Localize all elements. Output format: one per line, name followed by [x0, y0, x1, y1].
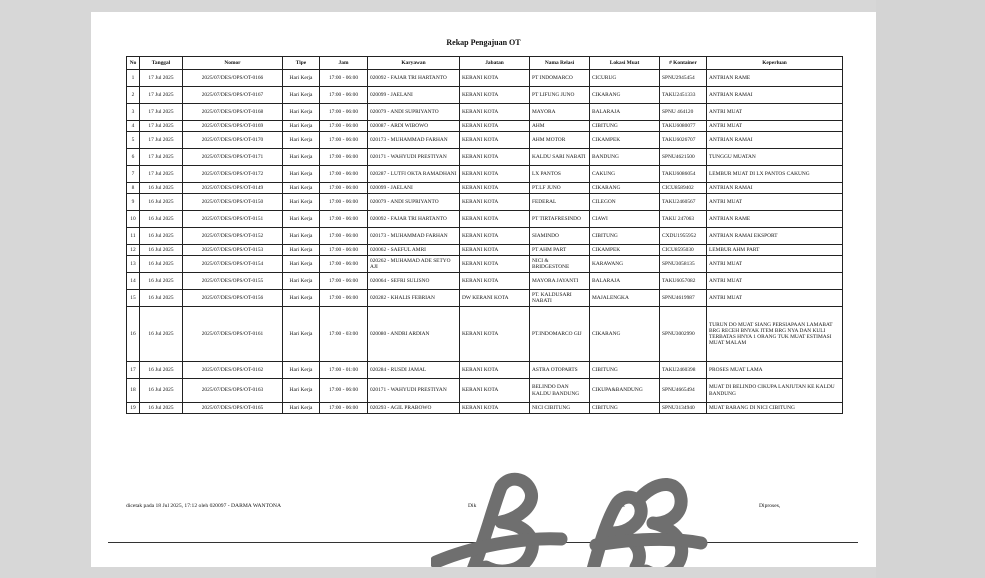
table-cell: ANTRI MUAT: [707, 256, 843, 273]
table-cell: CIKAMPEK: [590, 132, 660, 149]
table-cell: 16 Jul 2025: [140, 307, 183, 362]
table-cell: 17:00 - 06:00: [320, 183, 368, 194]
footer-label-disct: Disct: [613, 503, 625, 509]
table-cell: ANTRIAN RAMAI: [707, 132, 843, 149]
table-cell: CICU8589402: [660, 183, 707, 194]
table-cell: PT INDOMARCO: [530, 70, 590, 87]
table-row: [127, 256, 843, 273]
table-row: [127, 183, 843, 194]
table-cell: ANTRIAN RAME: [707, 211, 843, 228]
table-cell: 17:00 - 06:00: [320, 166, 368, 183]
table-cell: BELINDO DAN KALDU BANDUNG: [530, 379, 590, 403]
table-cell: KERANI KOTA: [460, 132, 530, 149]
footer-label-dik: Dik: [468, 503, 477, 509]
table-row: [127, 273, 843, 290]
table-cell: 2025/07/DES/OPS/OT-0161: [183, 307, 283, 362]
table-cell: 17:00 - 06:00: [320, 228, 368, 245]
table-cell: LEMBUR AHM PART: [707, 245, 843, 256]
table-cell: ANTRIAN RAMAI: [707, 183, 843, 194]
table-cell: Hari Kerja: [283, 121, 320, 132]
table-cell: TURUN DO MUAT SIANG PERSIAPAAN LAMABAT BRG RECEH BNYAK ITEM BRG NYA DAN KULI TERBATAS HNYA 1 ORANG TUK MUAT ESTIMASI MUAT MALAM: [707, 307, 843, 362]
table-cell: CIKUPA&BANDUNG: [590, 379, 660, 403]
table-cell: Hari Kerja: [283, 149, 320, 166]
table-cell: SPNU3002990: [660, 307, 707, 362]
table-cell: KERANI KOTA: [460, 166, 530, 183]
table-cell: 17:00 - 06:00: [320, 121, 368, 132]
ot-table: [126, 56, 843, 414]
table-cell: KERANI KOTA: [460, 307, 530, 362]
table-cell: 17 Jul 2025: [140, 166, 183, 183]
table-row: [127, 290, 843, 307]
table-cell: PT LIFUNG JUNO: [530, 87, 590, 104]
table-cell: 020282 - KHALIS FEBRIAN: [368, 290, 460, 307]
table-cell: 2025/07/DES/OPS/OT-0155: [183, 273, 283, 290]
table-cell: 14: [127, 273, 140, 290]
table-cell: KERANI KOTA: [460, 228, 530, 245]
print-info: dicetak pada 18 Jul 2025, 17:12 oleh 020097 - DARMA WANTONA: [126, 503, 282, 509]
table-cell: 13: [127, 256, 140, 273]
table-cell: CICU8595030: [660, 245, 707, 256]
table-cell: 2025/07/DES/OPS/OT-0149: [183, 183, 283, 194]
table-cell: CIBITUNG: [590, 403, 660, 414]
table-cell: 16 Jul 2025: [140, 183, 183, 194]
table-row: [127, 104, 843, 121]
table-cell: 17:00 - 06:00: [320, 403, 368, 414]
table-cell: KERANI KOTA: [460, 362, 530, 379]
table-cell: BANDUNG: [590, 149, 660, 166]
table-cell: 16 Jul 2025: [140, 256, 183, 273]
table-cell: 020092 - FAJAR TRI HARTANTO: [368, 70, 460, 87]
table-cell: BALARAJA: [590, 104, 660, 121]
col-header: Lokasi Muat: [590, 57, 660, 70]
table-cell: 020173 - MUHAMMAD FARHAN: [368, 132, 460, 149]
table-cell: MUAT BARANG DI NICI CIBITUNG: [707, 403, 843, 414]
table-cell: 2025/07/DES/OPS/OT-0167: [183, 87, 283, 104]
table-cell: 17:00 - 06:00: [320, 273, 368, 290]
table-cell: TAKU2451333: [660, 87, 707, 104]
table-cell: Hari Kerja: [283, 104, 320, 121]
table-cell: LX PANTOS: [530, 166, 590, 183]
table-cell: 8: [127, 183, 140, 194]
table-cell: 17:00 - 06:00: [320, 290, 368, 307]
table-cell: MUAT DI BELINDO CIKUPA LANJUTAN KE KALDU BANDUNG: [707, 379, 843, 403]
table-cell: 020079 - ANDI SUPRIYANTO: [368, 104, 460, 121]
table-cell: 17 Jul 2025: [140, 121, 183, 132]
table-cell: 17:00 - 06:00: [320, 104, 368, 121]
table-cell: TAKU6026707: [660, 132, 707, 149]
table-cell: 17 Jul 2025: [140, 132, 183, 149]
table-cell: 16 Jul 2025: [140, 273, 183, 290]
table-cell: Hari Kerja: [283, 166, 320, 183]
table-cell: 020293 - AGIL PRABOWO: [368, 403, 460, 414]
table-cell: MAYORA JAYANTI: [530, 273, 590, 290]
table-cell: 19: [127, 403, 140, 414]
table-cell: CICURUG: [590, 70, 660, 87]
table-cell: 020171 - WAHYUDI PRESTIYAN: [368, 149, 460, 166]
table-cell: Hari Kerja: [283, 194, 320, 211]
table-cell: 16: [127, 307, 140, 362]
table-cell: 2025/07/DES/OPS/OT-0171: [183, 149, 283, 166]
table-cell: 020080 - ANDRI ARDIAN: [368, 307, 460, 362]
table-cell: KARAWANG: [590, 256, 660, 273]
table-cell: 2025/07/DES/OPS/OT-0154: [183, 256, 283, 273]
table-cell: SPNU4665494: [660, 379, 707, 403]
table-cell: ANTRI MUAT: [707, 290, 843, 307]
table-row: [127, 149, 843, 166]
table-cell: 020092 - FAJAR TRI HARTANTO: [368, 211, 460, 228]
table-cell: Hari Kerja: [283, 256, 320, 273]
table-cell: ANTRIAN RAMAI EKSPORT: [707, 228, 843, 245]
table-cell: 15: [127, 290, 140, 307]
col-header: Karyawan: [368, 57, 460, 70]
table-cell: PT.LF JUNO: [530, 183, 590, 194]
table-cell: 17 Jul 2025: [140, 104, 183, 121]
table-cell: ANTRI MUAT: [707, 104, 843, 121]
table-cell: ANTRI MUAT: [707, 194, 843, 211]
table-cell: 17 Jul 2025: [140, 87, 183, 104]
table-cell: TAKU6057082: [660, 273, 707, 290]
table-cell: LEMBUR MUAT DI LX PANTOS CAKUNG: [707, 166, 843, 183]
table-cell: 16 Jul 2025: [140, 290, 183, 307]
table-cell: 2025/07/DES/OPS/OT-0172: [183, 166, 283, 183]
table-cell: 2025/07/DES/OPS/OT-0168: [183, 104, 283, 121]
document-page: [91, 12, 876, 567]
table-header-row: [127, 57, 843, 70]
col-header: Nomor: [183, 57, 283, 70]
table-row: [127, 166, 843, 183]
table-cell: 6: [127, 149, 140, 166]
table-cell: CIKARANG: [590, 87, 660, 104]
table-cell: 2025/07/DES/OPS/OT-0163: [183, 379, 283, 403]
table-cell: 2025/07/DES/OPS/OT-0170: [183, 132, 283, 149]
table-cell: 2025/07/DES/OPS/OT-0152: [183, 228, 283, 245]
table-cell: 16 Jul 2025: [140, 211, 183, 228]
table-cell: KERANI KOTA: [460, 70, 530, 87]
table-cell: 2025/07/DES/OPS/OT-0151: [183, 211, 283, 228]
table-cell: 7: [127, 166, 140, 183]
table-cell: NICI CIBITUNG: [530, 403, 590, 414]
table-cell: CIKAMPEK: [590, 245, 660, 256]
table-cell: TAKU2460398: [660, 362, 707, 379]
table-row: [127, 211, 843, 228]
table-cell: Hari Kerja: [283, 183, 320, 194]
table-cell: KERANI KOTA: [460, 379, 530, 403]
table-cell: ANTRIAN RAME: [707, 70, 843, 87]
table-cell: 12: [127, 245, 140, 256]
table-cell: Hari Kerja: [283, 379, 320, 403]
table-cell: 020064 - SEFRI SULISNO: [368, 273, 460, 290]
footer-label-diproses: Diproses,: [759, 503, 781, 509]
table-cell: PT. KALDUSARI NABATI: [530, 290, 590, 307]
table-cell: 17:00 - 06:00: [320, 87, 368, 104]
table-cell: TAKU6080077: [660, 121, 707, 132]
table-cell: DW KERANI KOTA: [460, 290, 530, 307]
table-cell: 17:00 - 06:00: [320, 211, 368, 228]
table-cell: CIKARANG: [590, 183, 660, 194]
col-header: Jabatan: [460, 57, 530, 70]
table-cell: 16 Jul 2025: [140, 403, 183, 414]
table-cell: 10: [127, 211, 140, 228]
table-cell: AHM: [530, 121, 590, 132]
table-cell: SPNU4619987: [660, 290, 707, 307]
col-header: Tipe: [283, 57, 320, 70]
table-cell: 16 Jul 2025: [140, 245, 183, 256]
col-header: Jam: [320, 57, 368, 70]
table-cell: AHM MOTOR: [530, 132, 590, 149]
handwritten-signature: [431, 467, 761, 567]
table-cell: 020173 - MUHAMMAD FARHAN: [368, 228, 460, 245]
table-cell: Hari Kerja: [283, 211, 320, 228]
table-cell: Hari Kerja: [283, 87, 320, 104]
table-row: [127, 132, 843, 149]
table-cell: 2025/07/DES/OPS/OT-0166: [183, 70, 283, 87]
table-cell: KERANI KOTA: [460, 183, 530, 194]
table-cell: SPNU2945454: [660, 70, 707, 87]
table-cell: 17: [127, 362, 140, 379]
table-cell: Hari Kerja: [283, 362, 320, 379]
table-row: [127, 403, 843, 414]
table-cell: 17:00 - 06:00: [320, 379, 368, 403]
table-cell: CAKUNG: [590, 166, 660, 183]
table-cell: Hari Kerja: [283, 132, 320, 149]
table-cell: Hari Kerja: [283, 290, 320, 307]
table-cell: 2025/07/DES/OPS/OT-0169: [183, 121, 283, 132]
table-row: [127, 70, 843, 87]
table-row: [127, 379, 843, 403]
table-cell: KALDU SARI NABATI: [530, 149, 590, 166]
table-cell: CIBITUNG: [590, 362, 660, 379]
table-cell: KERANI KOTA: [460, 211, 530, 228]
table-cell: KERANI KOTA: [460, 403, 530, 414]
table-cell: SPNU 464120: [660, 104, 707, 121]
table-cell: 020079 - ANDI SUPRIYANTO: [368, 194, 460, 211]
table-cell: 16 Jul 2025: [140, 228, 183, 245]
col-header: Nama Relasi: [530, 57, 590, 70]
table-cell: CIBITUNG: [590, 121, 660, 132]
table-cell: 2025/07/DES/OPS/OT-0153: [183, 245, 283, 256]
table-cell: TUNGGU MUATAN: [707, 149, 843, 166]
table-cell: 020287 - LUTFI OKTA RAMADHANI: [368, 166, 460, 183]
table-cell: CIAWI: [590, 211, 660, 228]
table-cell: ANTRI MUAT: [707, 121, 843, 132]
table-cell: 3: [127, 104, 140, 121]
table-cell: CIKARANG: [590, 307, 660, 362]
table-row: [127, 87, 843, 104]
table-row: [127, 362, 843, 379]
table-cell: Hari Kerja: [283, 307, 320, 362]
col-header: Keperluan: [707, 57, 843, 70]
table-row: [127, 307, 843, 362]
table-cell: KERANI KOTA: [460, 256, 530, 273]
table-cell: MAYORA: [530, 104, 590, 121]
table-cell: ASTRA OTOPARTS: [530, 362, 590, 379]
table-cell: SPNU3058135: [660, 256, 707, 273]
table-cell: 1: [127, 70, 140, 87]
table-cell: 2: [127, 87, 140, 104]
table-cell: PT.INDOMARCO GIJ: [530, 307, 590, 362]
document-title: Rekap Pengajuan OT: [446, 38, 521, 47]
table-cell: 11: [127, 228, 140, 245]
table-row: [127, 245, 843, 256]
table-cell: KERANI KOTA: [460, 273, 530, 290]
table-cell: 16 Jul 2025: [140, 194, 183, 211]
table-cell: 4: [127, 121, 140, 132]
table-cell: KERANI KOTA: [460, 87, 530, 104]
table-cell: 2025/07/DES/OPS/OT-0150: [183, 194, 283, 211]
table-cell: CXDU1955952: [660, 228, 707, 245]
table-cell: 17:00 - 06:00: [320, 194, 368, 211]
table-cell: KERANI KOTA: [460, 121, 530, 132]
table-cell: Hari Kerja: [283, 245, 320, 256]
table-cell: SPNU3134940: [660, 403, 707, 414]
table-cell: PT TIRTAFRESINDO: [530, 211, 590, 228]
table-cell: 020284 - RUSDI JAMAL: [368, 362, 460, 379]
table-cell: 16 Jul 2025: [140, 362, 183, 379]
table-cell: 17:00 - 01:00: [320, 362, 368, 379]
table-body: [127, 70, 843, 414]
table-cell: BALARAJA: [590, 273, 660, 290]
table-cell: SIAMINDO: [530, 228, 590, 245]
table-cell: 020262 - MUHAMAD ADE SETYO AJI: [368, 256, 460, 273]
table-cell: 17:00 - 06:00: [320, 149, 368, 166]
table-cell: Hari Kerja: [283, 70, 320, 87]
table-cell: 2025/07/DES/OPS/OT-0162: [183, 362, 283, 379]
table-cell: 020099 - JAELANI: [368, 183, 460, 194]
table-row: [127, 228, 843, 245]
table-cell: 2025/07/DES/OPS/OT-0165: [183, 403, 283, 414]
table-cell: SPNU4621500: [660, 149, 707, 166]
table-cell: 9: [127, 194, 140, 211]
table-cell: 020171 - WAHYUDI PRESTIYAN: [368, 379, 460, 403]
table-cell: MAJALENGKA: [590, 290, 660, 307]
table-cell: 020062 - SAEFUL AMRI: [368, 245, 460, 256]
table-cell: PT AHM PART: [530, 245, 590, 256]
table-cell: 17:00 - 06:00: [320, 256, 368, 273]
table-row: [127, 121, 843, 132]
table-cell: CILEGON: [590, 194, 660, 211]
table-cell: 17:00 - 06:00: [320, 245, 368, 256]
table-cell: KERANI KOTA: [460, 149, 530, 166]
table-cell: KERANI KOTA: [460, 104, 530, 121]
table-cell: 17:00 - 06:00: [320, 70, 368, 87]
table-cell: Hari Kerja: [283, 273, 320, 290]
table-cell: 17:00 - 06:00: [320, 132, 368, 149]
table-cell: TAKU6086054: [660, 166, 707, 183]
table-cell: 17 Jul 2025: [140, 149, 183, 166]
table-cell: PROSES MUAT LAMA: [707, 362, 843, 379]
table-cell: 17 Jul 2025: [140, 70, 183, 87]
col-header: Tanggal: [140, 57, 183, 70]
table-cell: NICI & BRIDGESTONE: [530, 256, 590, 273]
table-cell: KERANI KOTA: [460, 245, 530, 256]
table-cell: KERANI KOTA: [460, 194, 530, 211]
table-cell: FEDERAL: [530, 194, 590, 211]
col-header: No: [127, 57, 140, 70]
table-cell: CIBITUNG: [590, 228, 660, 245]
table-cell: Hari Kerja: [283, 228, 320, 245]
table-cell: 16 Jul 2025: [140, 379, 183, 403]
table-cell: 5: [127, 132, 140, 149]
table-cell: TAKU 247063: [660, 211, 707, 228]
table-cell: 020099 - JAELANI: [368, 87, 460, 104]
table-cell: 18: [127, 379, 140, 403]
table-cell: 020087 - ARDI WIBOWO: [368, 121, 460, 132]
table-cell: ANTRIAN RAMAI: [707, 87, 843, 104]
table-cell: 17:00 - 03:00: [320, 307, 368, 362]
table-cell: Hari Kerja: [283, 403, 320, 414]
table-row: [127, 194, 843, 211]
background-edge: [876, 0, 985, 578]
col-header: # Kontainer: [660, 57, 707, 70]
table-cell: 2025/07/DES/OPS/OT-0156: [183, 290, 283, 307]
table-cell: TAKU2460567: [660, 194, 707, 211]
table-cell: ANTRI MUAT: [707, 273, 843, 290]
